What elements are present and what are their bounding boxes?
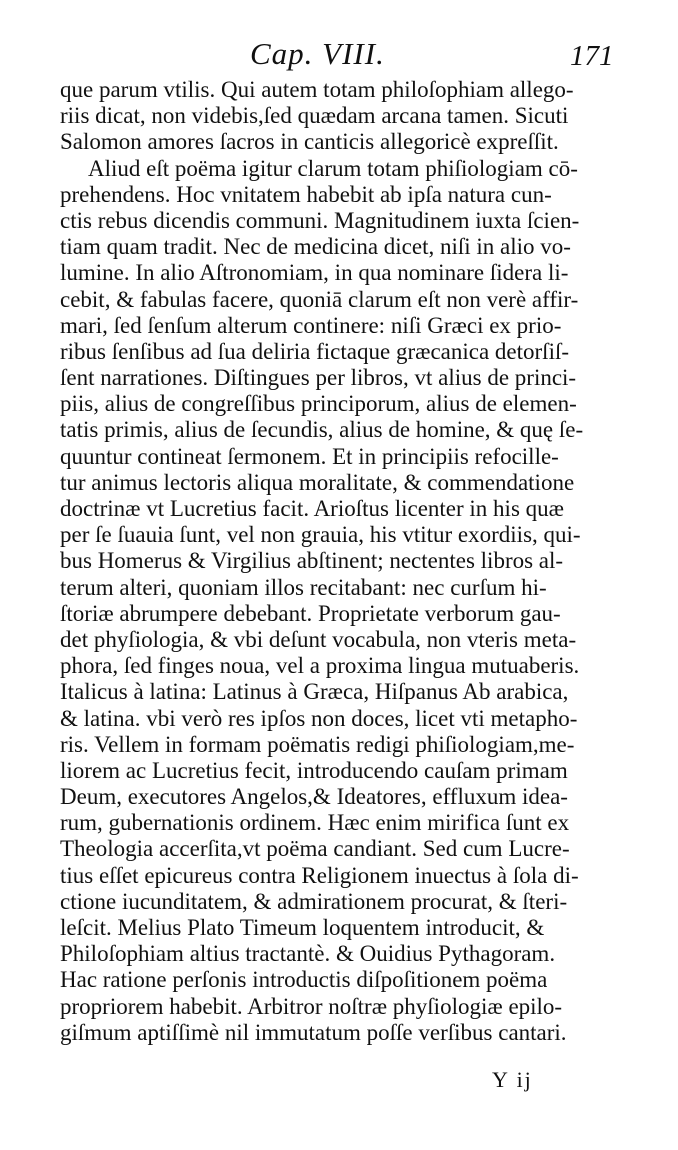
text-line: leſcit. Melius Plato Timeum loquentem introducit, &: [60, 915, 545, 940]
text-line: rum, gubernationis ordinem. Hæc enim mirifica ſunt ex: [60, 810, 570, 836]
text-line: tatis primis, alius de ſecundis, alius de homine, & quę ſe-: [60, 417, 584, 443]
text-line: ris. Vellem in formam poëmatis redigi phiſiologiam,me-: [60, 731, 575, 757]
text-line: Salomon amores ſacros in canticis allegoricè expreſſit.: [60, 129, 559, 155]
text-line: tius eſſet epicureus contra Religionem inuectus à ſola di-: [60, 862, 579, 888]
signature-mark: Y ij: [492, 1067, 533, 1092]
text-line: Theologia accerſita,vt poëma candiant. Sed cum Lucre-: [60, 836, 570, 862]
text-line: ctione iucunditatem, & admirationem procurat, & ſteri-: [60, 888, 568, 914]
text-line: phora, ſed finges noua, vel a proxima lingua mutuaberis.: [60, 653, 580, 679]
text-line: tur animus lectoris aliqua moralitate, & commendatione: [60, 469, 575, 495]
text-line: Aliud eſt poëma igitur clarum totam phiſiologiam cō-: [88, 155, 578, 181]
text-line: & latina. vbi verò res ipſos non doces, licet vti metapho-: [60, 705, 578, 731]
text-line: ribus ſenſibus ad ſua deliria fictaque græcanica detorſiſ-: [60, 338, 570, 364]
text-line: giſmum aptiſſimè nil immutatum poſſe verſibus cantari.: [60, 1019, 567, 1045]
text-line: mari, ſed ſenſum alterum continere: niſi Græci ex prio-: [60, 312, 562, 338]
text-line: ſtoriæ abrumpere debebant. Proprietate verborum gau-: [60, 600, 561, 626]
text-line: cebit, & fabulas facere, quoniā clarum eſt non verè affir-: [60, 286, 579, 312]
text-line: riis dicat, non videbis,ſed quædam arcana tamen. Sicuti: [60, 103, 569, 129]
text-line: ctis rebus dicendis communi. Magnitudinem iuxta ſcien-: [60, 207, 580, 233]
text-line: que parum vtilis. Qui autem totam philoſophiam allego-: [60, 77, 574, 102]
text-line: doctrinæ vt Lucretius facit. Arioſtus licenter in his quæ: [60, 496, 564, 521]
text-line: liorem ac Lucretius fecit, introducendo cauſam primam: [60, 757, 568, 783]
text-line: ſent narrationes. Diſtingues per libros, vt alius de princi-: [60, 365, 577, 391]
text-line: propriorem habebit. Arbitror noſtræ phyſiologiæ epilo-: [60, 993, 563, 1019]
text-line: bus Homerus & Virgilius abſtinent; nectentes libros al-: [60, 548, 564, 574]
text-line: Italicus à latina: Latinus à Græca, Hiſpanus Ab arabica,: [60, 679, 569, 705]
text-line: prehendens. Hoc vnitatem habebit ab ipſa natura cun-: [60, 181, 552, 207]
text-line: Philoſophiam altius tractantè. & Ouidius Pythagoram.: [60, 941, 556, 967]
page-number: 171: [570, 40, 614, 72]
running-title: Cap. VIII.: [250, 36, 385, 71]
text-line: per ſe ſuauia ſunt, vel non grauia, his vtitur exordiis, qui-: [60, 522, 581, 548]
text-line: Deum, executores Angelos,& Ideatores, effluxum idea-: [60, 784, 568, 810]
body-text: [60, 77, 630, 1046]
text-line: Hac ratione perſonis introductis diſpoſitionem poëma: [60, 967, 548, 993]
text-line: terum alteri, quoniam illos recitabant: nec curſum hi-: [60, 574, 547, 600]
text-line: quuntur contineat ſermonem. Et in principiis refocille-: [60, 443, 559, 469]
text-line: tiam quam tradit. Nec de medicina dicet, niſi in alio vo-: [60, 234, 571, 260]
text-line: lumine. In alio Aſtronomiam, in qua nominare ſidera li-: [60, 260, 569, 286]
text-line: det phyſiologia, & vbi deſunt vocabula, non vteris meta-: [60, 626, 577, 652]
text-line: piis, alius de congreſſibus principorum, alius de elemen-: [60, 391, 577, 417]
